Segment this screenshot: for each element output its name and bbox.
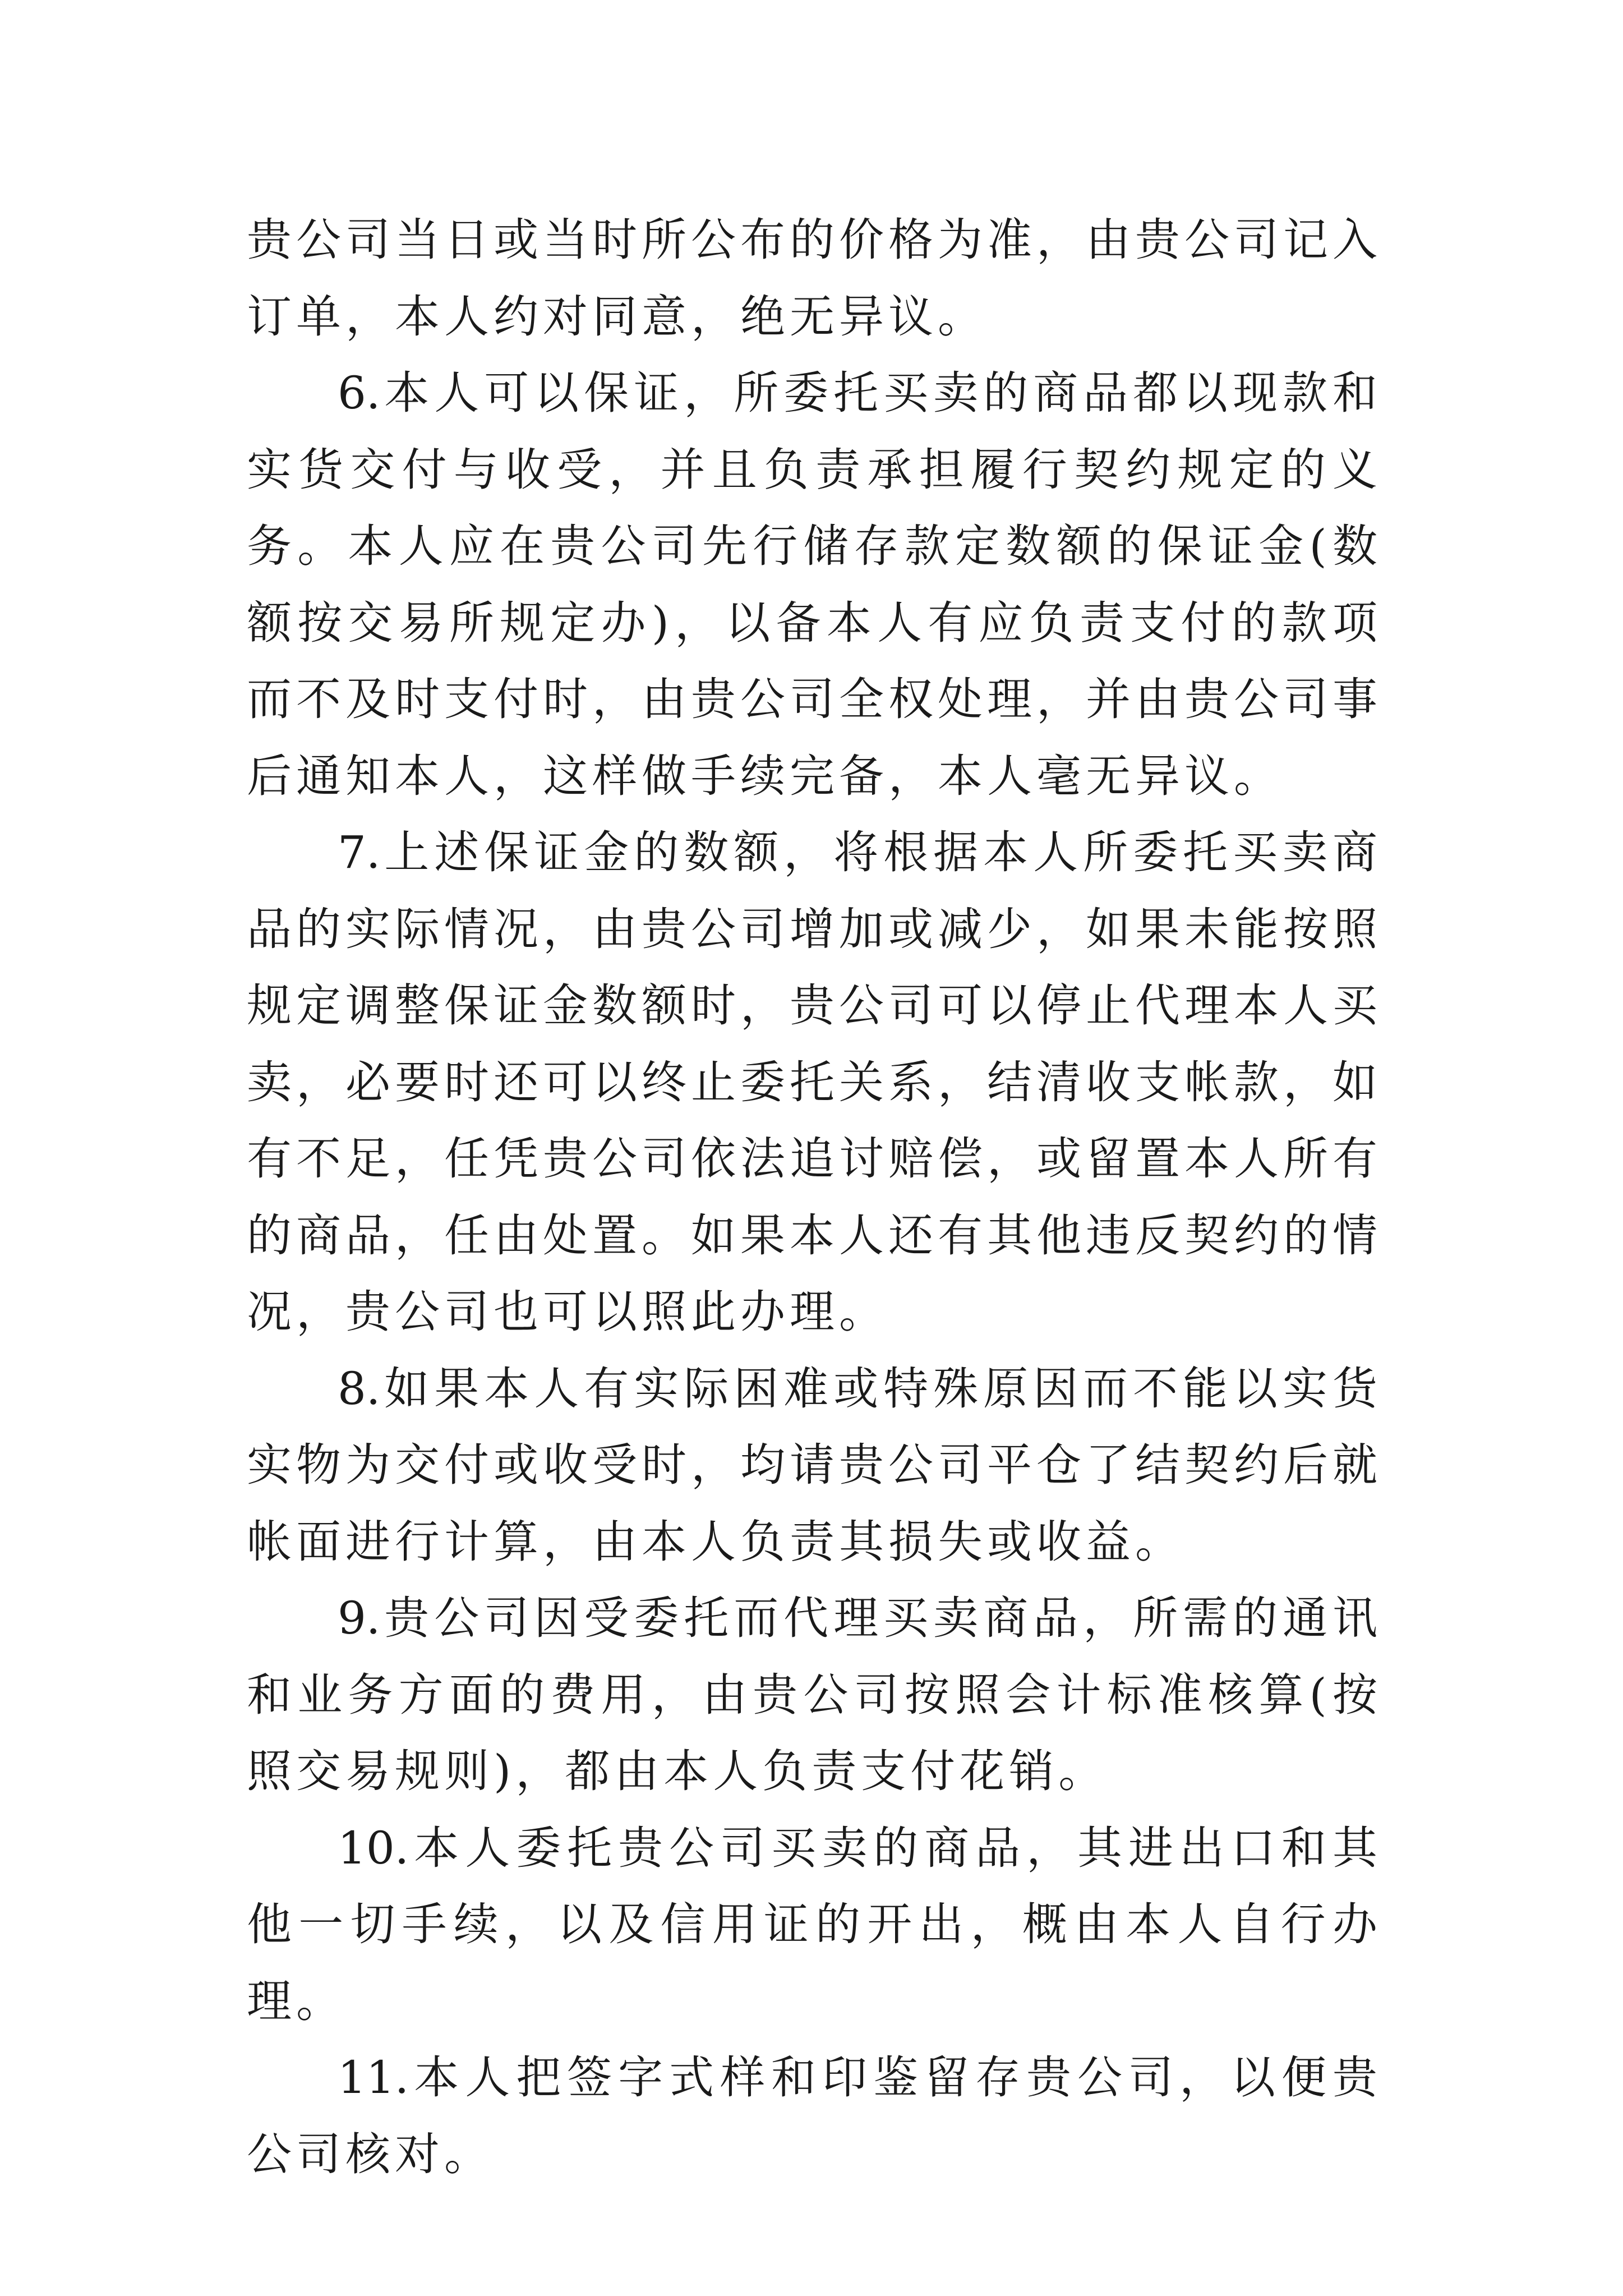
paragraph-text: 本人可以保证，所委托买卖的商品都以现款和实货交付与收受，并且负责承担履行契约规定的义务。本人应在贵公司先行储存款定数额的保证金(数额按交易所规定办)，以备本人有应负责支付的款项而不及时支付时，由贵公司全权处理，并由贵公司事后通知本人，这样做手续完备，本人毫无异议。 [247, 367, 1382, 802]
paragraph-text: 如果本人有实际困难或特殊原因而不能以实货实物为交付或收受时，均请贵公司平仓了结契约后就帐面进行计算，由本人负责其损失或收益。 [247, 1362, 1382, 1568]
paragraph-text: 贵公司当日或当时所公布的价格为准，由贵公司记入订单，本人约对同意，绝无异议。 [247, 214, 1382, 343]
clause-7 [247, 815, 1382, 1351]
clause-6 [247, 355, 1382, 815]
clause-number: 8. [338, 1362, 381, 1415]
clause-9 [247, 1580, 1382, 1810]
paragraph-text: 本人把签字式样和印鉴留存贵公司，以便贵公司核对。 [247, 2051, 1382, 2180]
document-body [247, 202, 1382, 2193]
clause-8 [247, 1351, 1382, 1581]
clause-number: 9. [338, 1592, 381, 1644]
clause-number: 7. [338, 826, 381, 878]
paragraph-text: 上述保证金的数额，将根据本人所委托买卖商品的实际情况，由贵公司增加或减少，如果未能按照规定调整保证金数额时，贵公司可以停止代理本人买卖，必要时还可以终止委托关系，结清收支帐款，如有不足，任凭贵公司依法追讨赔偿，或留置本人所有的商品，任由处置。如果本人还有其他违反契约的情况，贵公司也可以照此办理。 [247, 826, 1382, 1338]
paragraph-text: 贵公司因受委托而代理买卖商品，所需的通讯和业务方面的费用，由贵公司按照会计标准核算(按照交易规则)，都由本人负责支付花销。 [247, 1592, 1382, 1797]
clause-10 [247, 1810, 1382, 2040]
clause-number: 6. [338, 367, 381, 419]
paragraph-continued [247, 202, 1382, 355]
paragraph-text: 本人委托贵公司买卖的商品，其进出口和其他一切手续，以及信用证的开出，概由本人自行办理。 [247, 1821, 1382, 2027]
clause-number: 10. [338, 1821, 409, 1874]
clause-number: 11. [338, 2051, 409, 2104]
clause-11 [247, 2040, 1382, 2193]
